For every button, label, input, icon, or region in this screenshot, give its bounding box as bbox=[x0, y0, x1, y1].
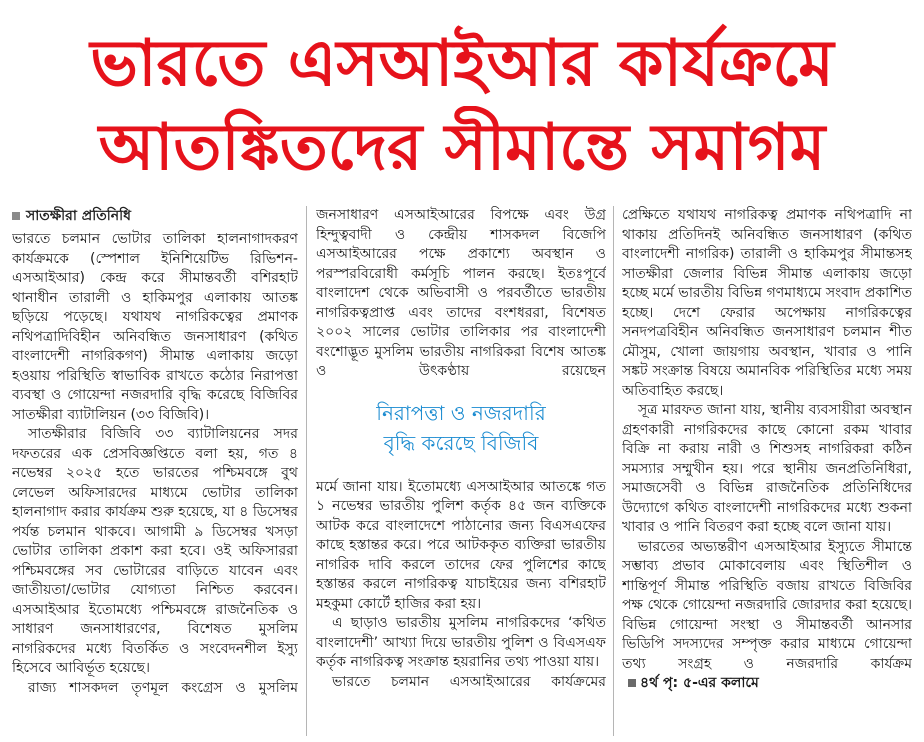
column-divider bbox=[306, 206, 307, 736]
square-bullet-icon bbox=[12, 212, 20, 220]
headline bbox=[0, 22, 924, 198]
column-divider bbox=[613, 206, 614, 736]
article-paragraph: সূত্র মারফত জানা যায়, স্থানীয় ব্যবসায়ীরা অবস্থান গ্রহণকারী নাগরিকদের কাছে কোনো রকম খাবার বিক্রি না করায় নারী ও শিশুসহ নাগরিকরা কঠিন সমস্যার সম্মুখীন হয়। পরে স্থানীয় জনপ্রতিনিধিরা, সমাজসেবী ও বিভিন্ন রাজনৈতিক প্রতিনিধিদের উদ্যোগে কথিত বাংলাদেশী নাগরিকদের মধ্যে শুকনা খাবার ও পানি বিতরণ করা হচ্ছে বলে জানা যায়। bbox=[622, 402, 912, 535]
continuation-square-icon bbox=[628, 679, 636, 687]
article-column-2 bbox=[316, 206, 606, 738]
article-paragraph-last bbox=[622, 538, 912, 694]
article-paragraph: সাতক্ষীরার বিজিবি ৩৩ ব্যাটালিয়নের সদর দফতরের এক প্রেসবিজ্ঞপ্তিতে বলা হয়, গত ৪ নভেম্বর ২০২৫ হতে ভারতের পশ্চিমবঙ্গে বুথ লেভেল অফিসারদের মাধ্যমে ভোটার তালিকা হালনাগাদ করার কার্যক্রম শুরু হয়েছে, যা ৪ ডিসেম্বর পর্যন্ত চলমান থাকবে। আগামী ৯ ডিসেম্বর খসড়া ভোটার তালিকা প্রকাশ করা হবে। ওই অফিসাররা পশ্চিমবঙ্গের সব ভোটারের বাড়িতে যাবেন এবং জাতীয়তা/ভোটার যোগ্যতা নিশ্চিত করবেন। এসআইআর ইতোমধ্যে পশ্চিমবঙ্গে রাজনৈতিক ও সাধারণ জনসাধারণের, বিশেষত মুসলিম নাগরিকদের মধ্যে বিতর্কিত ও সংবেদনশীল ইস্যু হিসেবে আবির্ভূত হয়েছে। bbox=[12, 426, 298, 676]
pull-quote-line-1: নিরাপত্তা ও নজরদারি bbox=[376, 400, 546, 425]
pull-quote bbox=[316, 382, 606, 478]
article-paragraph: জনসাধারণ এসআইআরের বিপক্ষে এবং উগ্র হিন্দুত্ববাদী ও কেন্দ্রীয় শাসকদল বিজেপি এসআইআরের পক্ষে প্রকাশ্যে অবস্থান ও পরস্পরবিরোধী কর্মসূচি পালন করছে। ইতঃপূর্বে বাংলাদেশ থেকে অভিবাসী ও পরবর্তীতে ভারতীয় নাগরিকত্বপ্রাপ্ত এবং তাদের বংশধররা, বিশেষত ২০০২ সালের ভোটার তালিকার পর বাংলাদেশী বংশোদ্ভূত মুসলিম ভারতীয় নাগরিকরা বিশেষ আতঙ্ক ও উৎকণ্ঠায় রয়েছেন bbox=[316, 207, 606, 379]
article-paragraph: ভারতে চলমান এসআইআরের কার্যক্রমের bbox=[332, 673, 606, 690]
article-paragraph: ভারতে চলমান ভোটার তালিকা হালনাগাদকরণ কার্যক্রমকে (স্পেশাল ইনিশিয়েটিভ রিভিশন-এসআইআর) কেন্দ্র করে সীমান্তবর্তী বশিরহাট থানাধীন তারালী ও হাকিমপুর এলাকায় আতঙ্ক ছড়িয়ে পড়েছে। যথাযথ নাগরিকত্বের প্রমাণক নথিপত্রাদিবিহীন অনিবন্ধিত জনসাধারণ (কথিত বাংলাদেশী নাগরিকগণ) সীমান্ত এলাকায় জড়ো হওয়ায় পরিস্থিতি স্বাভাবিক রাখতে কঠোর নিরাপত্তা ব্যবস্থা ও গোয়েন্দা নজরদারি বৃদ্ধি করেছে বিজিবির সাতক্ষীরা ব্যাটালিয়ন (৩৩ বিজিবি)। bbox=[12, 231, 298, 423]
jump-line bbox=[622, 675, 759, 691]
article-paragraph: প্রেক্ষিতে যথাযথ নাগরিকত্ব প্রমাণক নথিপত্রাদি না থাকায় প্রতিদিনই অনিবন্ধিত জনসাধারণ (কথিত বাংলাদেশী নাগরিক) তারালী ও হাকিমপুর সীমান্তসহ সাতক্ষীরা জেলার বিভিন্ন সীমান্ত এলাকায় জড়ো হচ্ছে মর্মে ভারতীয় বিভিন্ন গণমাধ্যমে সংবাদ প্রকাশিত হচ্ছে। দেশে ফেরার অপেক্ষায় নাগরিকত্বের সনদপত্রবিহীন অনিবন্ধিত জনসাধারণ চলমান শীত মৌসুম, খোলা জায়গায় অবস্থান, খাবার ও পানি সঙ্কট সংক্রান্ত বিষয়ে অমানবিক পরিস্থিতির মধ্যে সময় অতিবাহিত করছে। bbox=[622, 207, 912, 399]
byline bbox=[12, 206, 298, 226]
byline-text: সাতক্ষীরা প্রতিনিধি bbox=[26, 208, 131, 224]
article-column-1 bbox=[12, 206, 298, 738]
pull-quote-line-2: বৃদ্ধি করেছে বিজিবি bbox=[383, 430, 539, 455]
headline-line-1: ভারতে এসআইআর কার্যক্রমে bbox=[90, 27, 834, 101]
headline-line-2: আতঙ্কিতদের সীমান্তে সমাগম bbox=[98, 111, 826, 185]
article-column-3 bbox=[622, 206, 912, 738]
jump-line-text: ৪র্থ পৃ: ৫-এর কলামে bbox=[640, 675, 759, 691]
article-paragraph: রাজ্য শাসকদল তৃণমূল কংগ্রেস ও মুসলিম bbox=[28, 679, 298, 696]
article-paragraph: মর্মে জানা যায়। ইতোমধ্যে এসআইআর আতঙ্কে গত ১ নভেম্বর ভারতীয় পুলিশ কর্তৃক ৪৫ জন ব্যক্তিকে আটক করে বাংলাদেশে পাঠানোর জন্য বিএসএফের কাছে হস্তান্তর করে। পরে আটককৃত ব্যক্তিরা ভারতীয় নাগরিক দাবি করলে তাদের ফের পুলিশের কাছে হস্তান্তর করলে নাগরিকত্ব যাচাইয়ের জন্য বশিরহাট মহকুমা কোর্টে হাজির করা হয়। bbox=[316, 478, 606, 612]
article-paragraph-text: ভারতের অভ্যন্তরীণ এসআইআর ইস্যুতে সীমান্তে সম্ভাব্য প্রভাব মোকাবেলায় এবং স্থিতিশীল ও শান্তিপূর্ণ সীমান্ত পরিস্থিতি বজায় রাখতে বিজিবির পক্ষ থেকে গোয়েন্দা নজরদারি জোরদার করা হয়েছে। বিভিন্ন গোয়েন্দা সংস্থা ও সীমান্তবর্তী আনসার ভিডিপি সদস্যদের সম্পৃক্ত করার মাধ্যমে গোয়েন্দা তথ্য সংগ্রহ ও নজরদারি কার্যক্রম bbox=[622, 538, 912, 672]
article-paragraph: এ ছাড়াও ভারতীয় মুসলিম নাগরিকদের ‘কথিত বাংলাদেশী’ আখ্যা দিয়ে ভারতীয় পুলিশ ও বিএসএফ কর্তৃক নাগরিকত্ব সংক্রান্ত হয়রানির তথ্য পাওয়া যায়। bbox=[316, 615, 606, 670]
